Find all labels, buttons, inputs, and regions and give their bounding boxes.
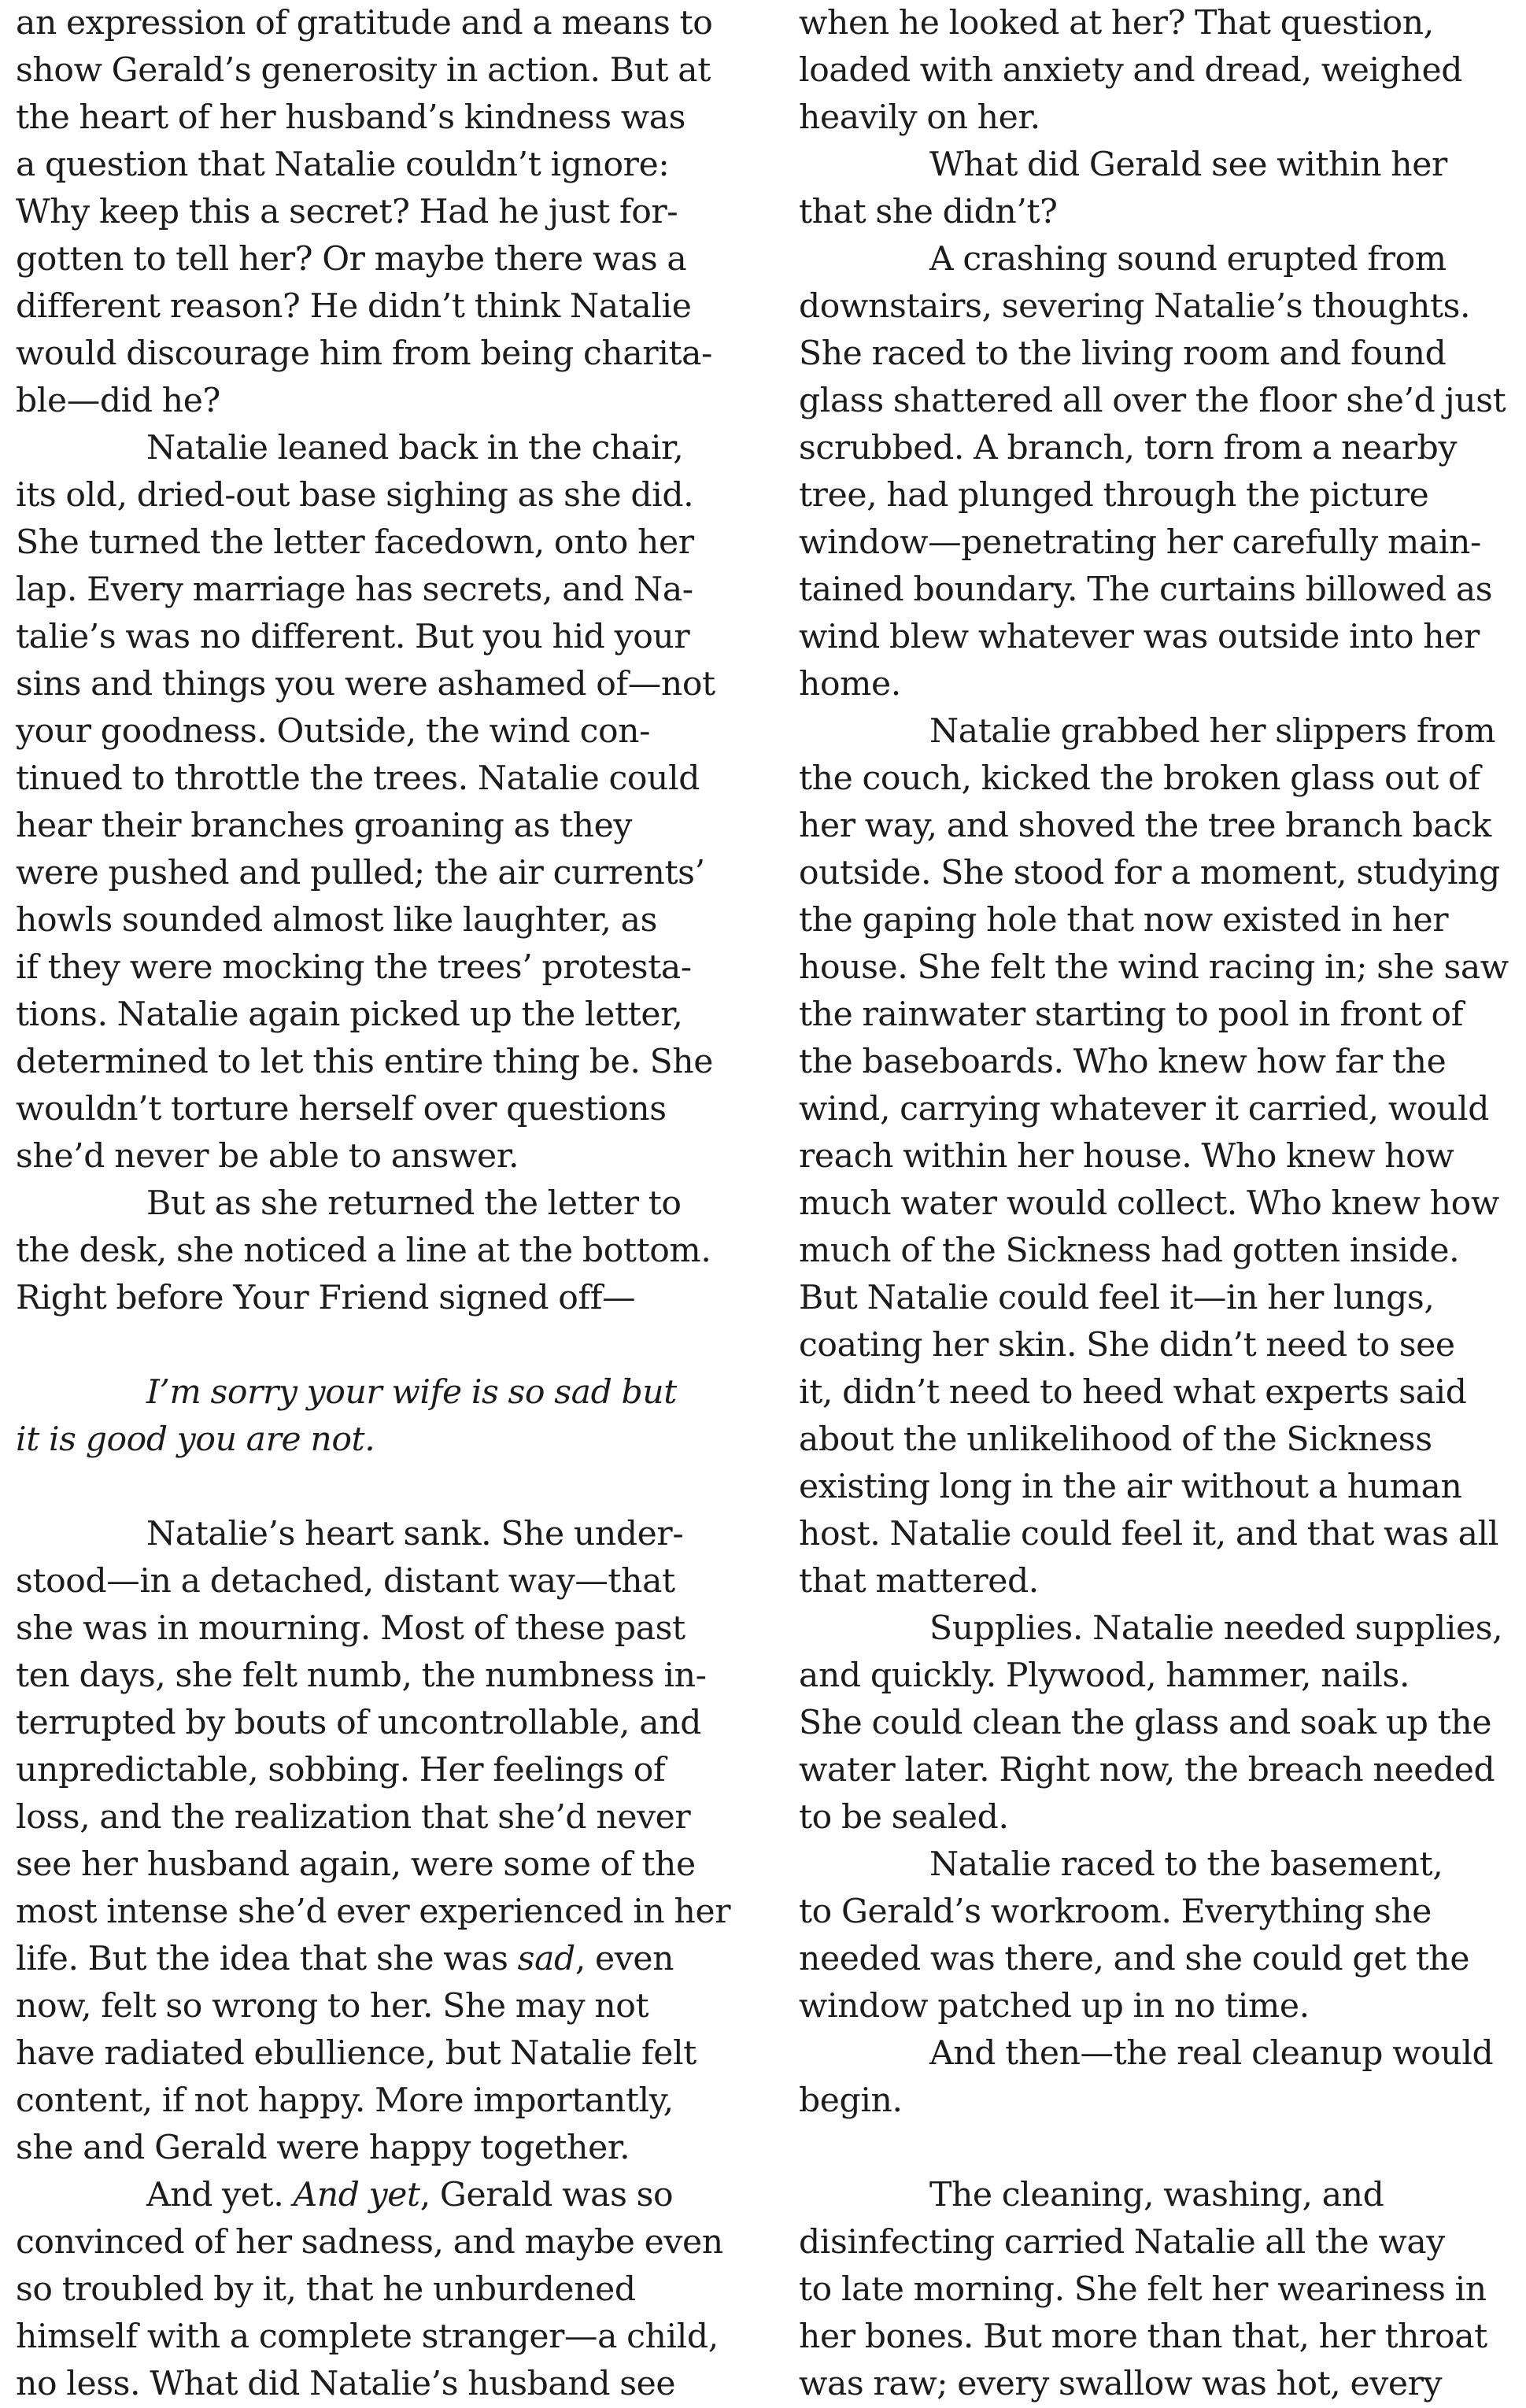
- text-line: scrubbed. A branch, torn from a nearby: [799, 429, 1458, 467]
- text-line: Natalie leaned back in the chair,: [146, 429, 684, 467]
- text-line: when he looked at her? That question,: [799, 4, 1434, 42]
- text-line: water later. Right now, the breach needed: [799, 1751, 1495, 1789]
- text-line: she was in mourning. Most of these past: [16, 1609, 685, 1648]
- text-line: But Natalie could feel it—in her lungs,: [799, 1279, 1435, 1317]
- text-line: But as she returned the letter to: [146, 1184, 682, 1223]
- text-line: have radiated ebullience, but Natalie felt: [16, 2034, 696, 2073]
- text-line: now, felt so wrong to her. She may not: [16, 1987, 649, 2026]
- text-line: its old, dried-out base sighing as she did.: [16, 476, 694, 515]
- text-line: glass shattered all over the floor she’d just: [799, 382, 1506, 420]
- text-line: so troubled by it, that he unburdened: [16, 2270, 636, 2309]
- text-line: an expression of gratitude and a means to: [16, 4, 713, 42]
- text-line: existing long in the air without a human: [799, 1468, 1462, 1506]
- text-line: different reason? He didn’t think Natalie: [16, 287, 692, 326]
- text-line: most intense she’d ever experienced in her: [16, 1893, 731, 1931]
- blank-line: [16, 1464, 740, 1511]
- text-line: would discourage him from being charita-: [16, 334, 712, 373]
- text-line: Natalie raced to the basement,: [929, 1845, 1443, 1884]
- right-column: [799, 0, 1523, 2408]
- blank-line: [16, 1322, 740, 1369]
- paragraph: [16, 2172, 740, 2408]
- text-line: much of the Sickness had gotten inside.: [799, 1232, 1460, 1270]
- text-line: window—penetrating her carefully main-: [799, 523, 1481, 562]
- text-line: home.: [799, 665, 901, 704]
- text-line: to be sealed.: [799, 1798, 1009, 1837]
- text-line: the couch, kicked the broken glass out of: [799, 759, 1480, 798]
- text-line: needed was there, and she could get the: [799, 1940, 1470, 1978]
- text-line: The cleaning, washing, and: [929, 2176, 1384, 2214]
- text-line: that mattered.: [799, 1562, 1039, 1601]
- text-line: the gaping hole that now existed in her: [799, 901, 1449, 940]
- paragraph: [16, 1180, 740, 1322]
- text-line: life. But the idea that she was sad, even: [16, 1940, 674, 1978]
- text-line: her way, and shoved the tree branch back: [799, 807, 1491, 845]
- text-line: convinced of her sadness, and maybe even: [16, 2223, 723, 2262]
- text-line: And then—the real cleanup would: [929, 2034, 1494, 2073]
- text-line: coating her skin. She didn’t need to see: [799, 1326, 1455, 1365]
- text-line: the heart of her husband’s kindness was: [16, 98, 686, 137]
- paragraph: [799, 236, 1523, 708]
- text-line: and quickly. Plywood, hammer, nails.: [799, 1656, 1410, 1695]
- paragraph: [799, 1605, 1523, 1841]
- text-line: loss, and the realization that she’d never: [16, 1798, 691, 1837]
- text-line: stood—in a detached, distant way—that: [16, 1562, 675, 1601]
- text-line: She could clean the glass and soak up the: [799, 1704, 1492, 1742]
- text-line: unpredictable, sobbing. Her feelings of: [16, 1751, 666, 1789]
- text-line: She raced to the living room and found: [799, 334, 1447, 373]
- text-line: Supplies. Natalie needed supplies,: [929, 1609, 1503, 1648]
- paragraph: [16, 425, 740, 1180]
- text-line: was raw; every swallow was hot, every: [799, 2365, 1443, 2403]
- text-line: about the unlikelihood of the Sickness: [799, 1420, 1432, 1459]
- text-line: she’d never be able to answer.: [16, 1137, 519, 1176]
- text-line: much water would collect. Who knew how: [799, 1184, 1499, 1223]
- text-line: no less. What did Natalie’s husband see: [16, 2365, 676, 2403]
- text-line: to Gerald’s workroom. Everything she: [799, 1893, 1432, 1931]
- text-line: tions. Natalie again picked up the letter,: [16, 995, 683, 1034]
- text-line: tinued to throttle the trees. Natalie could: [16, 759, 700, 798]
- text-line: Natalie’s heart sank. She under-: [146, 1515, 684, 1553]
- quote-line: it is good you are not.: [16, 1420, 375, 1459]
- text-line: Right before Your Friend signed off—: [16, 1279, 636, 1317]
- text-line: her bones. But more than that, her throat: [799, 2318, 1487, 2356]
- paragraph: [799, 2172, 1523, 2408]
- text-line: And yet. And yet, Gerald was so: [146, 2176, 674, 2214]
- text-line: determined to let this entire thing be. She: [16, 1043, 714, 1081]
- text-line: Why keep this a secret? Had he just for-: [16, 193, 678, 231]
- paragraph: [799, 2030, 1523, 2125]
- text-line: tree, had plunged through the picture: [799, 476, 1429, 515]
- text-line: wind, carrying whatever it carried, would: [799, 1090, 1489, 1128]
- text-line: talie’s was no different. But you hid your: [16, 618, 690, 656]
- text-line: howls sounded almost like laughter, as: [16, 901, 658, 940]
- text-line: hear their branches groaning as they: [16, 807, 632, 845]
- text-line: A crashing sound erupted from: [929, 240, 1447, 279]
- text-line: himself with a complete stranger—a child,: [16, 2318, 719, 2356]
- text-line: the desk, she noticed a line at the bottom.: [16, 1232, 711, 1270]
- text-line: show Gerald’s generosity in action. But at: [16, 51, 711, 90]
- text-line: wouldn’t torture herself over questions: [16, 1090, 667, 1128]
- text-line: your goodness. Outside, the wind con-: [16, 712, 651, 751]
- paragraph: [799, 1841, 1523, 2030]
- text-line: house. She felt the wind racing in; she saw: [799, 948, 1509, 987]
- quote-line: I’m sorry your wife is so sad but: [146, 1373, 677, 1412]
- left-column: [16, 0, 740, 2408]
- text-line: terrupted by bouts of uncontrollable, and: [16, 1704, 701, 1742]
- text-line: sins and things you were ashamed of—not: [16, 665, 715, 704]
- text-line: wind blew whatever was outside into her: [799, 618, 1480, 656]
- text-line: see her husband again, were some of the: [16, 1845, 696, 1884]
- text-line: Natalie grabbed her slippers from: [929, 712, 1496, 751]
- text-line: content, if not happy. More importantly,: [16, 2081, 674, 2120]
- text-line: a question that Natalie couldn’t ignore:: [16, 146, 670, 184]
- text-line: She turned the letter facedown, onto her: [16, 523, 694, 562]
- text-line: if they were mocking the trees’ protesta-: [16, 948, 692, 987]
- section-break: [799, 2125, 1523, 2172]
- text-line: that she didn’t?: [799, 193, 1058, 231]
- text-line: lap. Every marriage has secrets, and Na-: [16, 571, 693, 609]
- text-line: window patched up in no time.: [799, 1987, 1310, 2026]
- text-line: were pushed and pulled; the air currents’: [16, 854, 705, 892]
- text-line: begin.: [799, 2081, 903, 2120]
- text-line: the baseboards. Who knew how far the: [799, 1043, 1447, 1081]
- text-line: ble—did he?: [16, 382, 220, 420]
- text-line: host. Natalie could feel it, and that was all: [799, 1515, 1498, 1553]
- text-line: gotten to tell her? Or maybe there was a: [16, 240, 687, 279]
- paragraph: [799, 708, 1523, 1605]
- text-line: to late morning. She felt her weariness in: [799, 2270, 1487, 2309]
- paragraph: [16, 1511, 740, 2172]
- text-line: reach within her house. Who knew how: [799, 1137, 1454, 1176]
- text-line: What did Gerald see within her: [929, 146, 1447, 184]
- text-line: downstairs, severing Natalie’s thoughts.: [799, 287, 1471, 326]
- text-line: the rainwater starting to pool in front of: [799, 995, 1464, 1034]
- text-line: outside. She stood for a moment, studying: [799, 854, 1500, 892]
- text-line: heavily on her.: [799, 98, 1040, 137]
- paragraph: [799, 0, 1523, 142]
- text-line: tained boundary. The curtains billowed as: [799, 571, 1493, 609]
- text-line: disinfecting carried Natalie all the way: [799, 2223, 1445, 2262]
- text-line: she and Gerald were happy together.: [16, 2129, 630, 2167]
- letter-quote: [16, 1369, 740, 1464]
- text-line: it, didn’t need to heed what experts said: [799, 1373, 1467, 1412]
- text-line: ten days, she felt numb, the numbness in-: [16, 1656, 707, 1695]
- paragraph: [16, 0, 740, 425]
- paragraph: [799, 142, 1523, 236]
- text-line: loaded with anxiety and dread, weighed: [799, 51, 1463, 90]
